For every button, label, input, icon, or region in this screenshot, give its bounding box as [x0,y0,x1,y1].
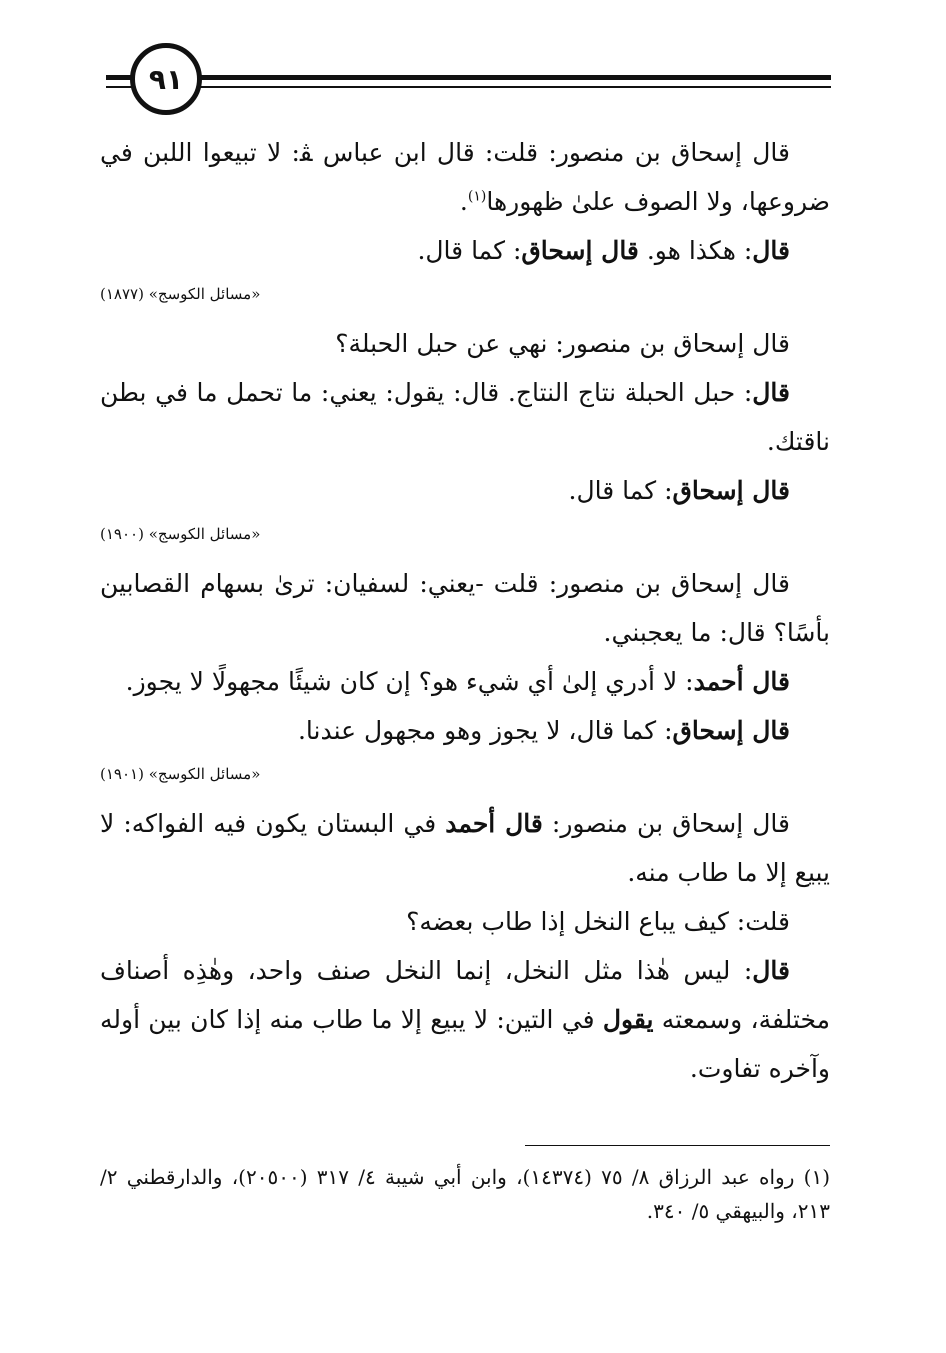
text-run: . [459,187,468,216]
text-run: قال إسحاق بن منصور: [542,809,790,838]
text-paragraph [100,466,830,515]
text-paragraph [100,319,830,368]
text-paragraph [100,706,830,755]
text-run: : هكذا هو. [638,236,753,265]
entry-block [100,559,830,789]
footnote [100,1160,830,1228]
text-paragraph [100,559,830,657]
source-citation-text: «مسائل الكوسج» (١٩٠١) [100,765,261,783]
source-citation-text: «مسائل الكوسج» (١٨٧٧) [100,285,261,303]
speaker-label: قال [752,378,790,407]
page-number: ٩١ [130,43,202,115]
text-run: : كما قال. [417,236,522,265]
text-run: قال إسحاق بن منصور: قلت: قال ابن عباس ﭭ: لا تبيعوا اللبن في ضروعها، ولا الصوف علىٰ ظهورها [100,138,830,216]
page-header [0,0,946,130]
text-paragraph [100,128,830,226]
source-citation [100,759,830,789]
source-citation-text: «مسائل الكوسج» (١٩٠٠) [100,525,261,543]
entry-block [100,319,830,549]
footnote-number: (١) [803,1165,831,1189]
text-run: قلت: كيف يباع النخل إذا طاب بعضه؟ [406,907,790,936]
speaker-label: قال [752,236,790,265]
text-paragraph [100,368,830,466]
speaker-label: قال إسحاق [521,236,639,265]
text-paragraph [100,799,830,897]
entry-block [100,128,830,309]
text-paragraph [100,897,830,946]
text-run: قال إسحاق بن منصور: قلت -يعني: لسفيان: ترىٰ بسهام القصابين بأسًا؟ قال: ما يعجبني. [100,569,830,647]
speaker-label: قال إسحاق [672,716,790,745]
source-citation [100,279,830,309]
header-rule-thick [106,75,831,80]
text-run: : حبل الحبلة نتاج النتاج. قال: يقول: يعني: ما تحمل ما في بطن ناقتك. [100,378,830,456]
text-paragraph [100,657,830,706]
text-paragraph [100,226,830,275]
text-run: : لا أدري إلىٰ أي شيء هو؟ إن كان شيئًا مجهولًا لا يجوز. [125,667,694,696]
footnote-text: رواه عبد الرزاق ٨/ ٧٥ (١٤٣٧٤)، وابن أبي شيبة ٤/ ٣١٧ (٢٠٥٠٠)، والدارقطني ٢/ ٢١٣، والبيهقي ٥/ ٣٤٠. [100,1165,830,1223]
footnotes-section [100,1160,830,1228]
speaker-label: قال أحمد [445,809,543,838]
speaker-label: قال إسحاق [672,476,790,505]
speaker-label: يقول [602,1005,654,1034]
text-run: : كما قال. [568,476,673,505]
text-run: : ليس هٰذا مثل النخل، إنما النخل صنف واحد، وهٰذِه أصناف مختلفة، وسمعته [100,956,830,1034]
speaker-label: قال أحمد [693,667,790,696]
text-run: : كما قال، لا يجوز وهو مجهول عندنا. [297,716,673,745]
text-run: قال إسحاق بن منصور: نهي عن حبل الحبلة؟ [335,329,790,358]
source-citation [100,519,830,549]
entry-block [100,799,830,1093]
footnote-marker: (١) [467,188,487,205]
text-run: في التين: لا يبيع إلا ما طاب منه إذا كان بين أوله وآخره تفاوت. [100,1005,830,1083]
header-rule-thin [106,86,831,88]
footnote-divider [525,1145,830,1146]
main-text [100,128,830,1093]
text-paragraph [100,946,830,1093]
speaker-label: قال [752,956,790,985]
text-run: في البستان يكون فيه الفواكه: لا يبيع إلا ما طاب منه. [100,809,830,887]
